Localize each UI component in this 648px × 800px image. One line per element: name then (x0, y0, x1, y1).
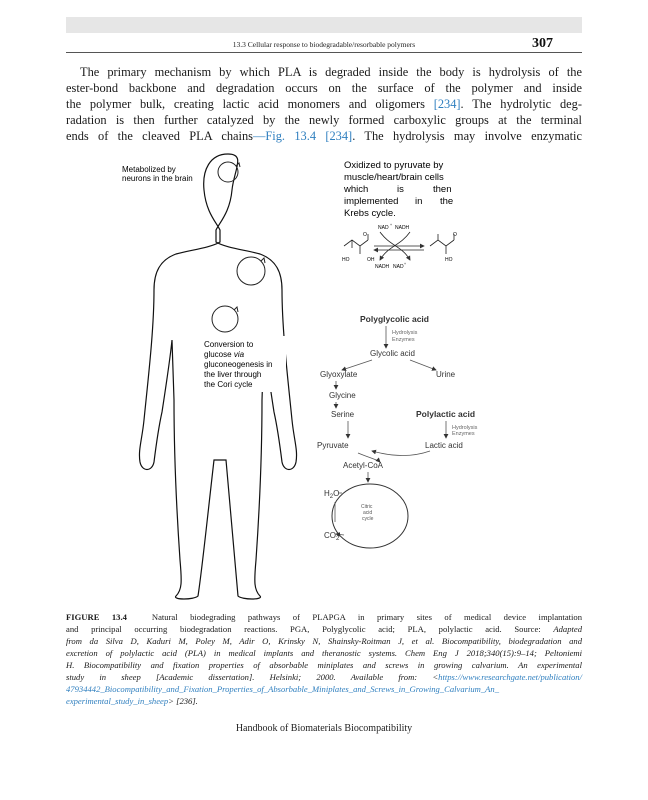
caption-line-5: H. Biocompatibility and fixation properties of absorbable miniplates and screws in growing calvarium. An experimental (66, 660, 582, 670)
node-lactic-acid: Lactic acid (425, 441, 463, 450)
note-krebs-word: implemented (344, 196, 399, 207)
note-brain-line-2: neurons in the brain (122, 174, 193, 183)
molecule-label: HO (342, 257, 350, 263)
note-liver-line-4: the liver through (204, 370, 262, 379)
molecule-label: HO (445, 257, 453, 263)
caption-line-1: FIGURE 13.4 Natural biodegrading pathways of PLAPGA in primary sites of medical device implantation (66, 612, 582, 622)
body-line-4: radation is then further catalyzed by the newly formed carboxylic groups at the terminal (66, 113, 582, 127)
cycle-icon-heart (237, 257, 265, 285)
cofactor-nad-bottom: NAD (393, 264, 404, 270)
note-brain-line-1: Metabolized by (122, 165, 176, 174)
node-acetyl-coa: Acetyl-CoA (343, 461, 384, 470)
cofactor-nad-top: NAD (378, 225, 389, 231)
source-url-link[interactable]: https://www.researchgate.net/publication/ (438, 672, 582, 682)
body-line-3 (66, 96, 582, 112)
body-line-2: ester-bond backbone and degradation occurs on the surface of the polymer and inside (66, 81, 582, 95)
node-urine: Urine (436, 370, 456, 379)
cycle-icon-brain (218, 162, 240, 182)
citation-link[interactable]: [234] (433, 97, 461, 111)
note-liver-line-2: glucose via (204, 350, 245, 359)
note-krebs-word: the (440, 196, 454, 207)
node-serine: Serine (331, 410, 355, 419)
body-line-5 (66, 128, 582, 144)
label-cycle: cycle (362, 516, 374, 522)
header-rule (66, 52, 582, 53)
caption-line-6: study in sheep [Academic dissertation]. Helsinki; 2000. Available from: <https://www.researchgate.net/publication/ (66, 672, 582, 682)
note-krebs-line-5: Krebs cycle. (344, 208, 396, 219)
label-enzymes: Enzymes (452, 431, 475, 437)
running-title: 13.3 Cellular response to biodegradable/resorbable polymers (232, 40, 416, 49)
note-krebs-word: is (397, 184, 404, 195)
note-krebs-word: which (344, 184, 369, 195)
cofactor-plus: + (404, 262, 407, 266)
label-hydrolysis: Hydrolysis (452, 425, 478, 431)
cofactor-plus: + (390, 223, 393, 227)
node-glycolic-acid: Glycolic acid (370, 349, 415, 358)
molecule-label: O (453, 232, 457, 238)
caption-line-7 (66, 684, 582, 696)
page-number: 307 (532, 36, 553, 51)
node-polylactic-acid: Polylactic acid (416, 409, 476, 419)
note-liver-line-5: the Cori cycle (204, 380, 253, 389)
figure-label: FIGURE 13.4 (66, 612, 127, 622)
caption-line-3: from da Silva D, Kaduri M, Poley M, Adir O, Krinsky N, Shainsky-Roitman J, et al. Biocompatibility, biodegradation and (66, 636, 582, 646)
node-polyglycolic-acid: Polyglycolic acid (360, 314, 429, 324)
figure-13-4 (110, 150, 540, 602)
molecule-label: OH (367, 257, 375, 263)
label-enzymes: Enzymes (392, 337, 415, 343)
book-title-footer: Handbook of Biomaterials Biocompatibility (235, 723, 413, 734)
label-acid: acid (363, 510, 373, 516)
caption-line-8: experimental_study_in_sheep> [236]. (66, 696, 198, 706)
source-url-link[interactable]: experimental_study_in_sheep (66, 696, 169, 706)
note-liver-line-1: Conversion to (204, 340, 254, 349)
node-co2: $CO_2$ (324, 531, 340, 542)
note-krebs-line-2: muscle/heart/brain cells (344, 172, 444, 183)
molecule-label: O (363, 232, 367, 238)
degradation-pathway (317, 314, 478, 548)
label-citric: Citric (361, 504, 373, 510)
note-krebs-word: then (433, 184, 452, 195)
source-url-link[interactable]: 47934442_Biocompatibility_and_Fixation_Properties_of_Absorbable_Miniplates_and_Screws_in_Growing_Calvarium_An_ (66, 684, 500, 694)
cofactor-nadh-bottom: NADH (375, 264, 390, 270)
node-water: $H_2O$ (324, 489, 340, 500)
body-text: ends of the cleaved PLA chains (66, 129, 253, 143)
body-text: . The hydrolytic deg- (460, 97, 582, 111)
note-krebs-word: in (415, 196, 423, 207)
figure-link[interactable]: —Fig. 13.4 [234] (253, 129, 353, 143)
note-krebs-line-1: Oxidized to pyruvate by (344, 160, 444, 171)
caption-line-4: excretion of polylactic acid (PLA) in medical implants and theranostic systems. Chem Eng J 2018;340(15):9–14; Peltoniemi (66, 648, 582, 658)
label-hydrolysis: Hydrolysis (392, 330, 418, 336)
note-liver-line-3: gluconeogenesis in (204, 360, 273, 369)
node-glyoxylate: Glyoxylate (320, 370, 358, 379)
cofactor-nadh-top: NADH (395, 225, 410, 231)
cycle-icon-liver (212, 306, 238, 332)
body-line-1: The primary mechanism by which PLA is degraded inside the body is hydrolysis of the (80, 65, 582, 79)
caption-line-2: and principal occurring biodegradation reactions. PGA, Polyglycolic acid; PLA, polylactic acid. Source: Adapted (66, 624, 582, 634)
reaction-scheme (342, 223, 457, 270)
body-text: . The hydrolysis may involve enzymatic (352, 129, 582, 143)
node-pyruvate: Pyruvate (317, 441, 349, 450)
body-text: the polymer bulk, creating lactic acid monomers and oligomers (66, 97, 425, 111)
header-bar (66, 17, 582, 33)
node-glycine: Glycine (329, 391, 356, 400)
